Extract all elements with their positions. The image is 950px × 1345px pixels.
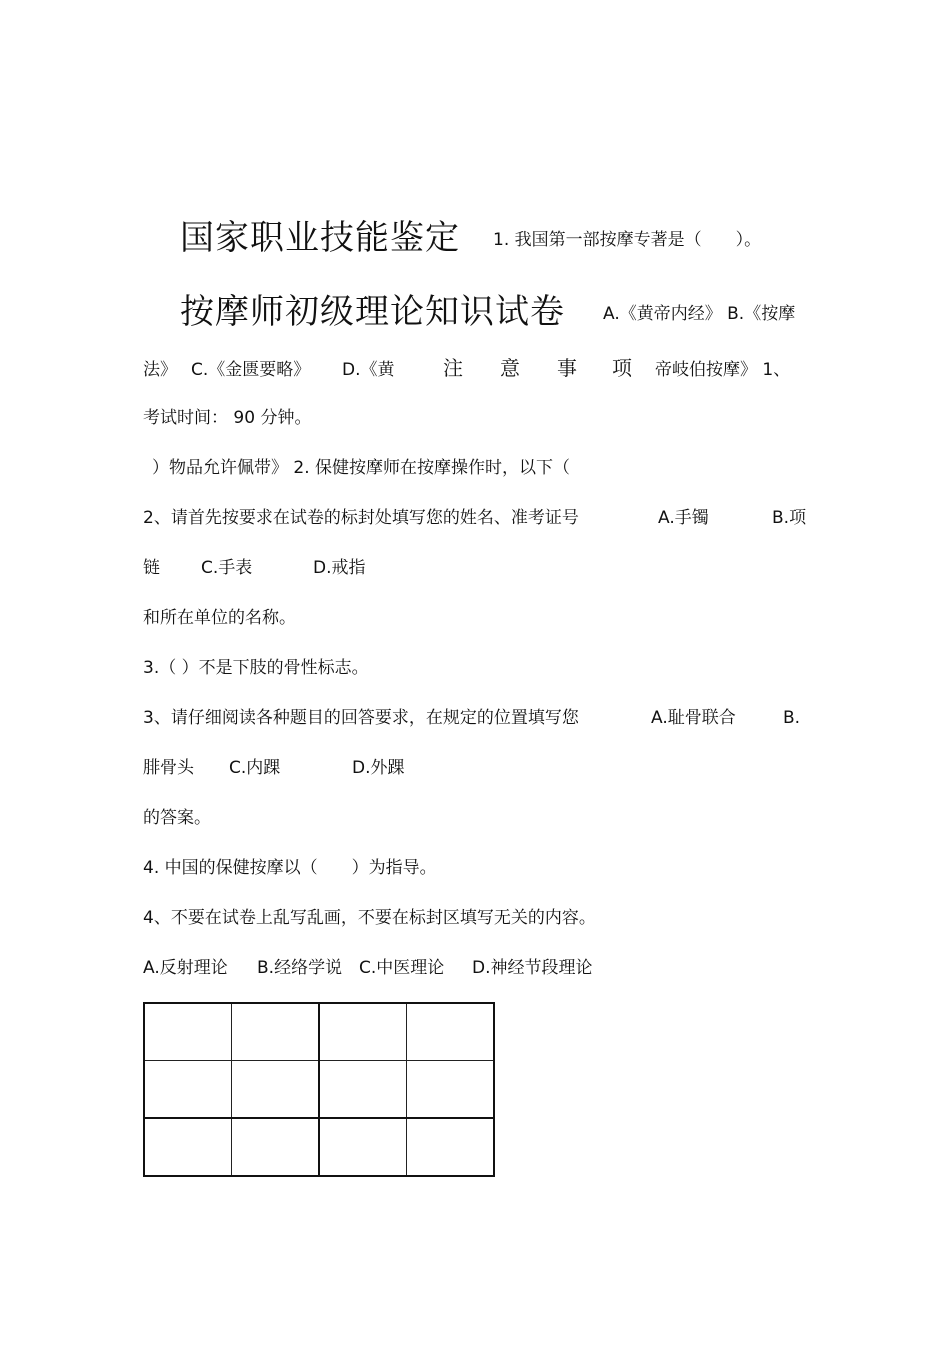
question-3: 3.（ ）不是下肢的骨性标志。 <box>143 658 369 678</box>
notice-3-cont: 的答案。 <box>143 808 211 828</box>
score-cell <box>319 1061 407 1119</box>
score-cell <box>144 1003 232 1061</box>
notice-4: 4、不要在试卷上乱写乱画，不要在标封区填写无关的内容。 <box>143 908 596 928</box>
score-cell <box>144 1061 232 1119</box>
q2-option-c: C.手表 <box>201 558 253 578</box>
q1-option-fragment: 法》 <box>143 360 177 380</box>
q2-option-a: A.手镯 <box>658 508 709 528</box>
q1-option-c: C.《金匮要略》 <box>191 360 311 380</box>
q1-option-d-cont: 帝岐伯按摩》 1、 <box>655 360 791 380</box>
score-table-row <box>144 1118 494 1176</box>
score-cell <box>232 1003 320 1061</box>
question-2: ）物品允许佩带》 2. 保健按摩师在按摩操作时，以下（ <box>152 458 571 478</box>
question-1-options-ab: A.《黄帝内经》 B.《按摩 <box>603 304 796 324</box>
q4-option-d: D.神经节段理论 <box>472 958 593 978</box>
q4-option-a: A.反射理论 <box>143 958 228 978</box>
notice-2-cont: 和所在单位的名称。 <box>143 608 296 628</box>
q2-option-b-cont: 链 <box>143 558 160 578</box>
score-cell <box>407 1003 495 1061</box>
q4-option-c: C.中医理论 <box>359 958 445 978</box>
q3-option-a: A.耻骨联合 <box>651 708 736 728</box>
q2-option-b: B.项 <box>772 508 807 528</box>
title-line-2: 按摩师初级理论知识试卷 <box>180 292 565 332</box>
score-cell <box>232 1061 320 1119</box>
score-cell <box>319 1003 407 1061</box>
score-table-row <box>144 1003 494 1061</box>
score-cell <box>144 1118 232 1176</box>
question-1: 1. 我国第一部按摩专著是（ ）。 <box>493 230 762 250</box>
notice-3: 3、请仔细阅读各种题目的回答要求，在规定的位置填写您 <box>143 708 579 728</box>
question-4: 4. 中国的保健按摩以（ ）为指导。 <box>143 858 437 878</box>
notice-2: 2、请首先按要求在试卷的标封处填写您的姓名、准考证号 <box>143 508 579 528</box>
notice-char-1: 注 <box>443 356 463 380</box>
score-table-row <box>144 1061 494 1119</box>
q3-option-d: D.外踝 <box>352 758 405 778</box>
notice-char-2: 意 <box>500 356 520 380</box>
q3-option-b: B. <box>783 708 801 728</box>
notice-char-4: 项 <box>612 356 632 380</box>
q1-option-d: D.《黄 <box>342 360 395 380</box>
notice-1: 考试时间： 90 分钟。 <box>143 408 312 428</box>
score-cell <box>319 1118 407 1176</box>
q3-option-c: C.内踝 <box>229 758 281 778</box>
title-line-1: 国家职业技能鉴定 <box>180 218 460 258</box>
score-table <box>143 1002 495 1177</box>
notice-char-3: 事 <box>557 356 577 380</box>
q4-option-b: B.经络学说 <box>257 958 343 978</box>
score-cell <box>407 1061 495 1119</box>
q3-option-b-cont: 腓骨头 <box>143 758 194 778</box>
q2-option-d: D.戒指 <box>313 558 366 578</box>
score-cell <box>232 1118 320 1176</box>
score-cell <box>407 1118 495 1176</box>
